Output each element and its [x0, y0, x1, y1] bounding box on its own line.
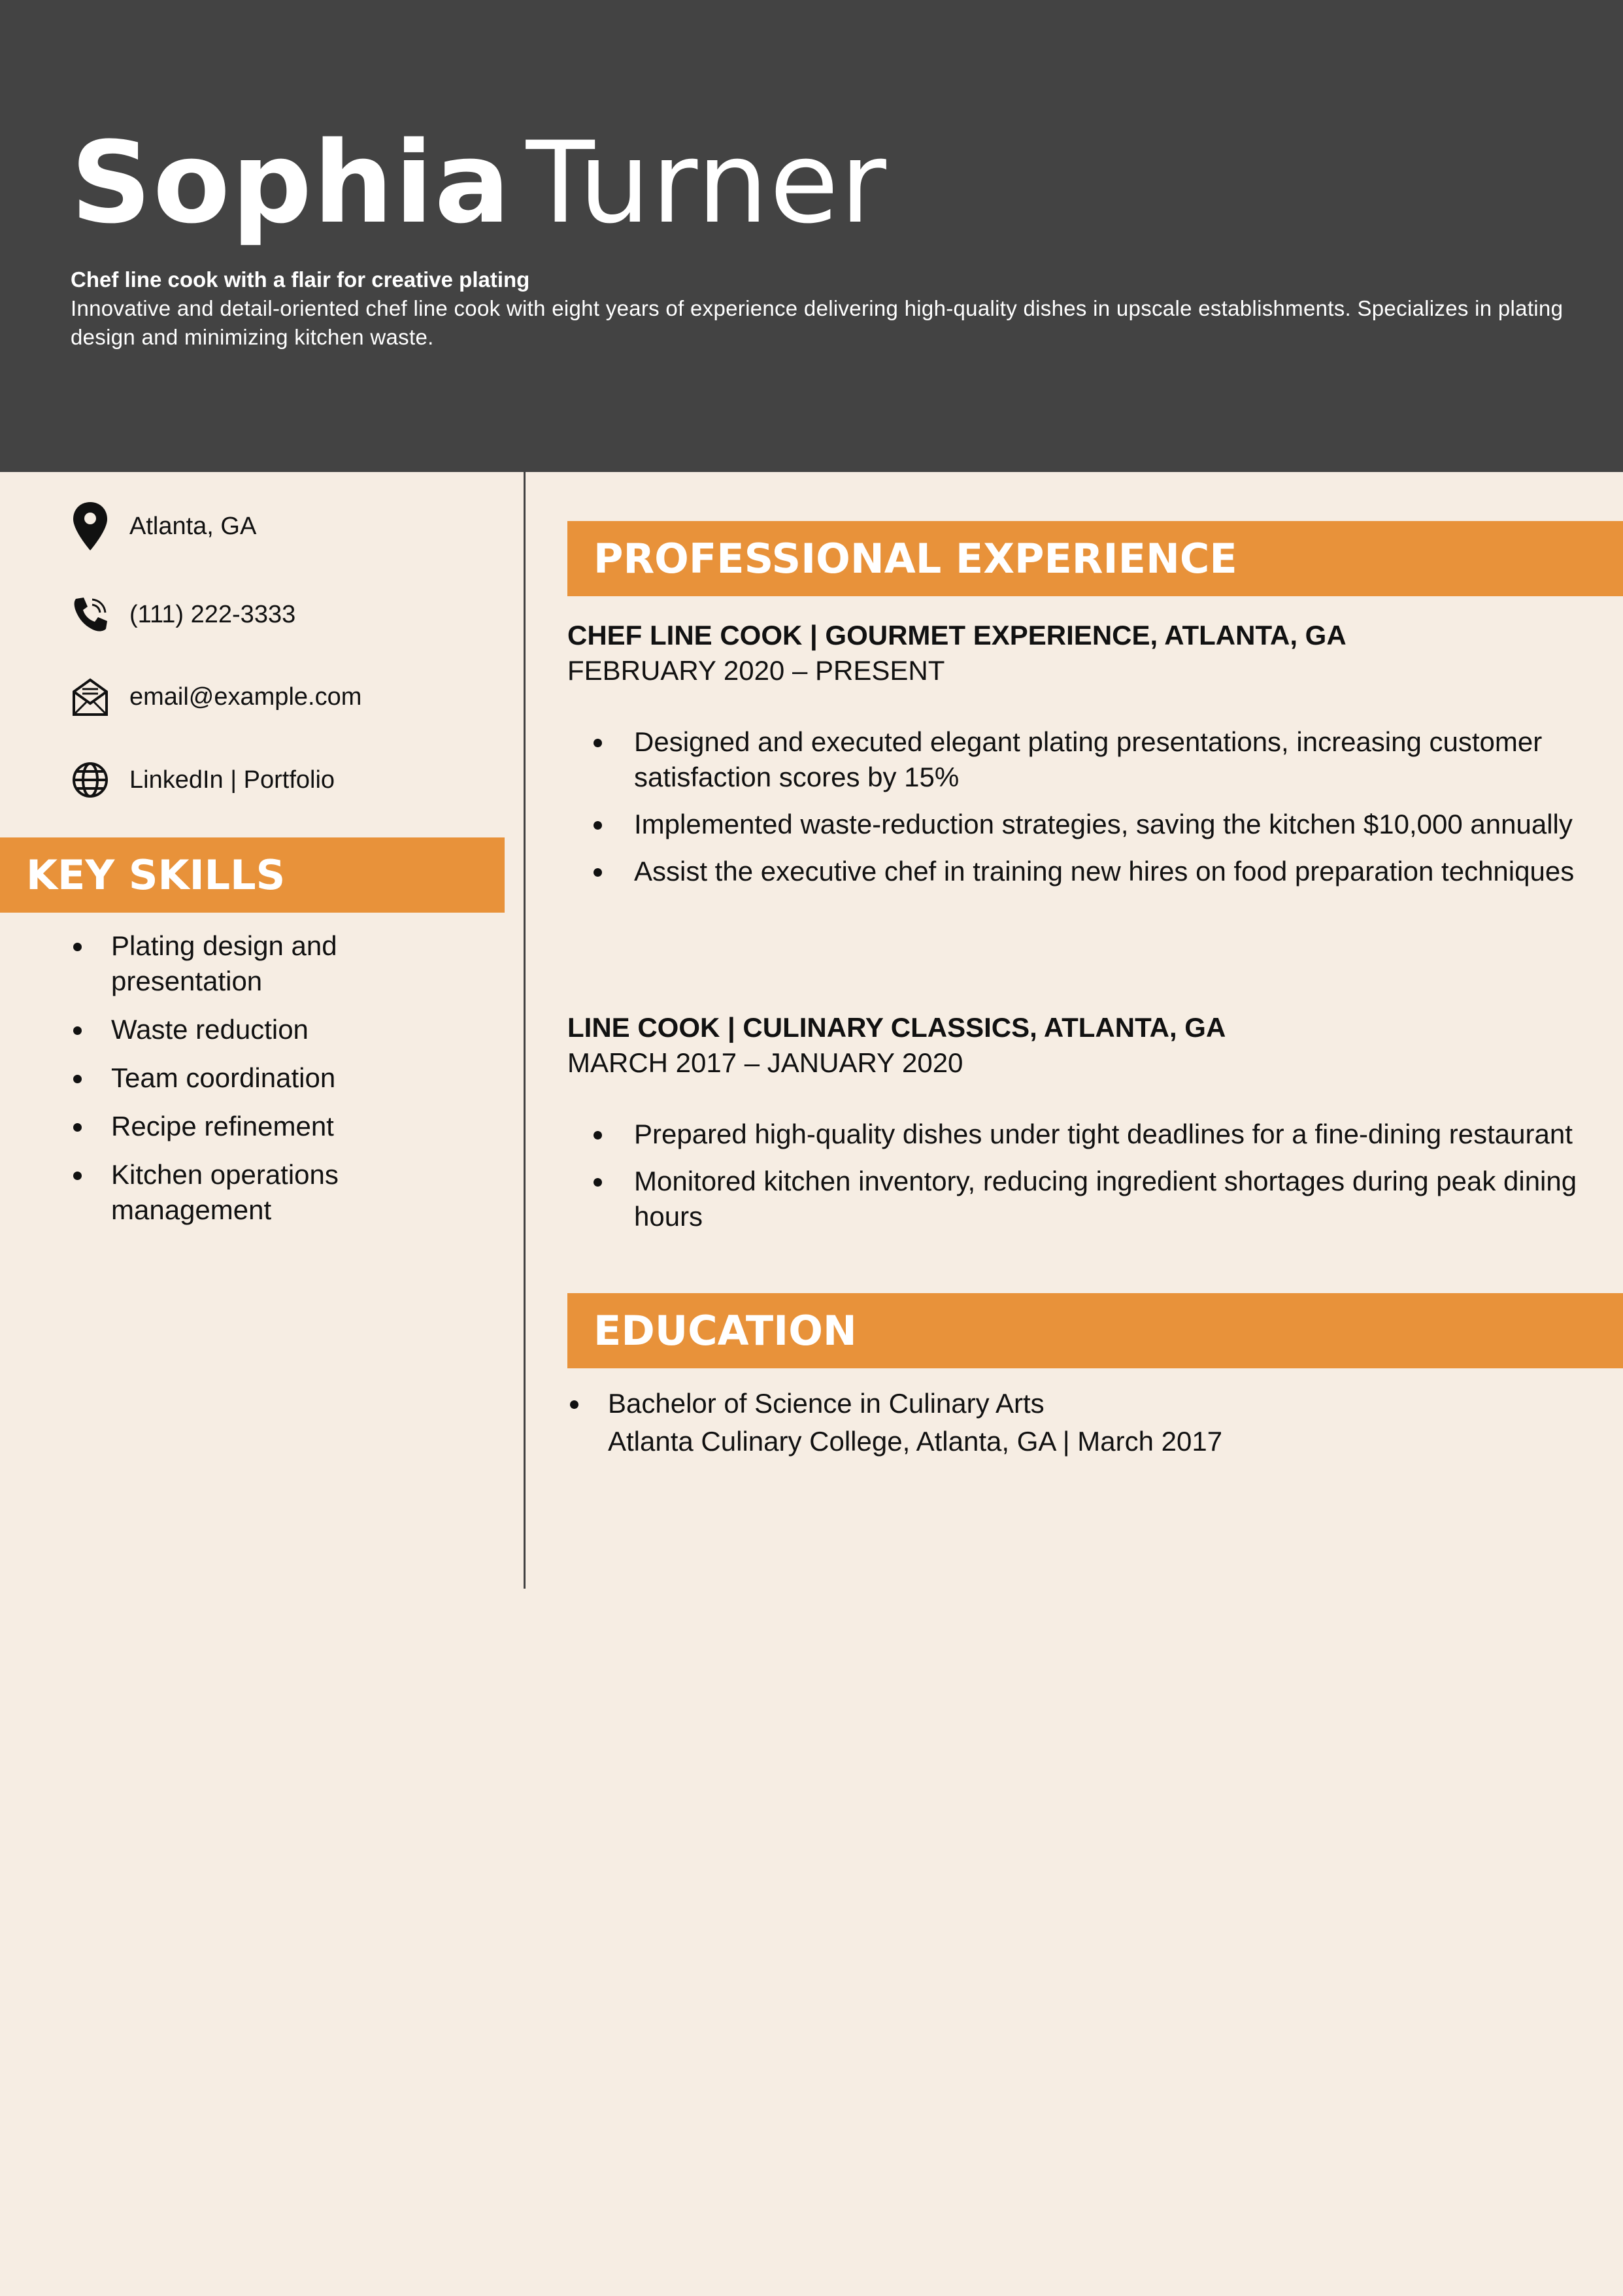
summary: Innovative and detail-oriented chef line cook with eight years of experience delivering high-quality dishes in upscale establishments. Specializes in plating design and minimizing kitchen waste.: [71, 296, 1564, 349]
first-name: Sophia: [71, 117, 512, 248]
education-entry: [567, 1385, 1600, 1460]
job-title: LINE COOK | CULINARY CLASSICS, ATLANTA, GA: [567, 1012, 1226, 1043]
phone-text[interactable]: (111) 222-3333: [129, 600, 296, 628]
full-name: [71, 118, 888, 248]
key-skills-heading: KEY SKILLS: [0, 837, 505, 913]
location-text: Atlanta, GA: [129, 512, 257, 540]
column-divider: [524, 472, 526, 1589]
list-item: Designed and executed elegant plating presentations, increasing customer satisfaction scores by 15%: [591, 724, 1598, 795]
list-item: Implemented waste-reduction strategies, saving the kitchen $10,000 annually: [591, 807, 1598, 842]
job-bullets: [591, 1117, 1598, 1246]
contact-phone: [71, 588, 295, 641]
location-pin-icon: [71, 500, 110, 552]
envelope-icon: [71, 671, 110, 723]
links-text[interactable]: LinkedIn | Portfolio: [129, 766, 335, 794]
job-bullets: [591, 724, 1598, 901]
contact-links: [71, 754, 335, 806]
list-item: Team coordination: [71, 1060, 495, 1096]
list-item: Waste reduction: [71, 1012, 495, 1047]
degree: Bachelor of Science in Culinary Arts: [608, 1388, 1045, 1419]
job-title: CHEF LINE COOK | GOURMET EXPERIENCE, ATLANTA, GA: [567, 620, 1347, 650]
list-item: Monitored kitchen inventory, reducing ingredient shortages during peak dining hours: [591, 1164, 1598, 1234]
skills-list: [71, 928, 495, 1241]
header: [0, 0, 1623, 472]
contact-email: [71, 671, 361, 723]
list-item: Assist the executive chef in training new hires on food preparation techniques: [591, 854, 1598, 889]
school: Atlanta Culinary College, Atlanta, GA | March 2017: [608, 1426, 1223, 1457]
phone-icon: [71, 588, 110, 641]
education-item: [567, 1385, 1600, 1460]
list-item: Kitchen operations management: [71, 1157, 495, 1228]
job-dates: FEBRUARY 2020 – PRESENT: [567, 655, 945, 686]
email-text[interactable]: email@example.com: [129, 683, 362, 711]
tagline: Chef line cook with a flair for creative plating: [71, 267, 530, 292]
last-name: Turner: [526, 117, 888, 248]
education-heading: EDUCATION: [567, 1293, 1623, 1368]
list-item: Recipe refinement: [71, 1109, 495, 1144]
job-dates: MARCH 2017 – JANUARY 2020: [567, 1047, 963, 1078]
contact-location: [71, 500, 256, 552]
experience-heading: PROFESSIONAL EXPERIENCE: [567, 521, 1623, 596]
list-item: Plating design and presentation: [71, 928, 495, 999]
list-item: Prepared high-quality dishes under tight deadlines for a fine-dining restaurant: [591, 1117, 1598, 1152]
globe-icon: [71, 754, 110, 806]
